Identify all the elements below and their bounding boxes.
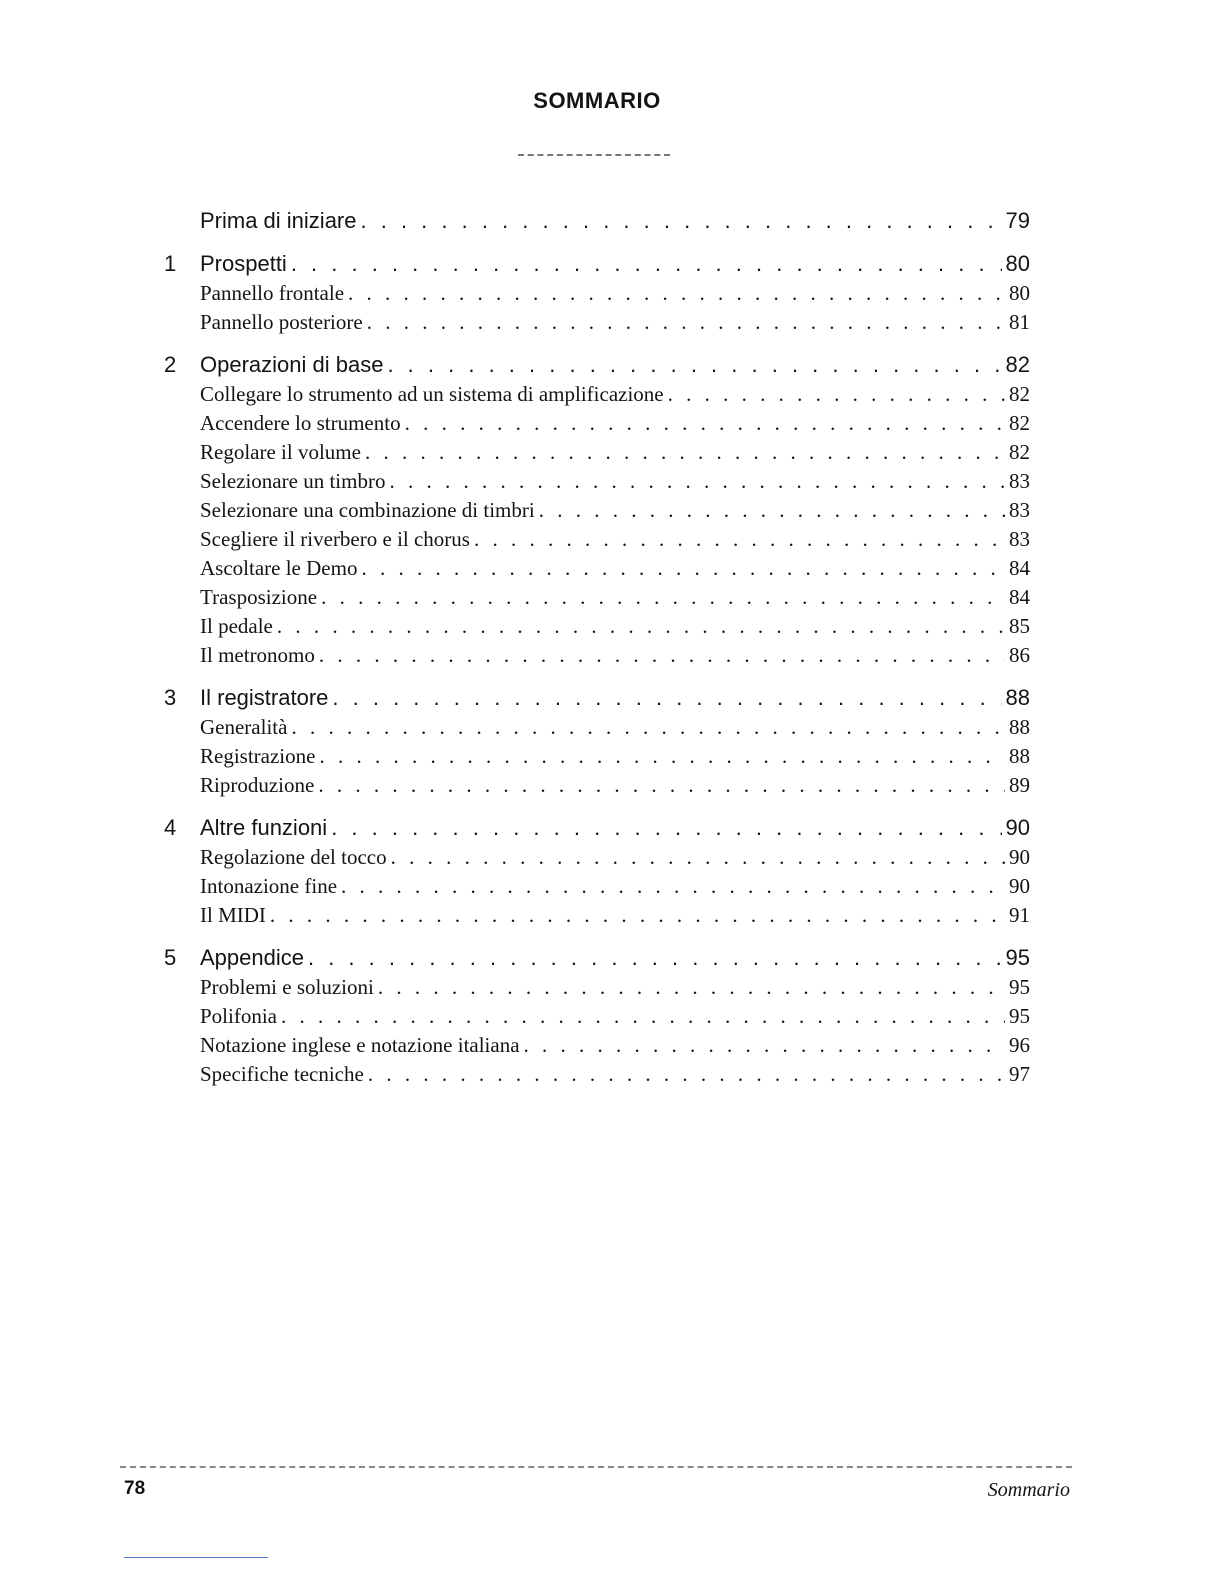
dot-leader: [277, 612, 1005, 641]
dot-leader: [378, 973, 1005, 1002]
toc-section-heading[interactable]: [140, 942, 1030, 973]
section-number: 1: [164, 251, 177, 276]
toc-section: [140, 682, 1030, 800]
section-number: [140, 467, 200, 496]
toc-section: [140, 942, 1030, 1089]
toc-entry[interactable]: [140, 742, 1030, 771]
toc-entry[interactable]: [140, 872, 1030, 901]
table-of-contents: [140, 205, 1030, 1101]
toc-entry[interactable]: [140, 713, 1030, 742]
toc-entry[interactable]: [140, 496, 1030, 525]
entry-page: 82: [1009, 411, 1030, 435]
toc-entry[interactable]: [140, 901, 1030, 930]
entry-label: Operazioni di base: [200, 352, 384, 377]
dot-leader: [387, 349, 1001, 380]
toc-entry[interactable]: [140, 554, 1030, 583]
dot-leader: [365, 438, 1005, 467]
entry-label: Trasposizione: [200, 585, 318, 609]
dot-leader: [321, 583, 1005, 612]
entry-page: 91: [1009, 903, 1030, 927]
toc-section: [140, 248, 1030, 337]
entry-label: Specifiche tecniche: [200, 1062, 364, 1086]
entry-page: 80: [1005, 251, 1030, 276]
section-number: [140, 409, 200, 438]
entry-label: Scegliere il riverbero e il chorus: [200, 527, 470, 551]
toc-entry[interactable]: [140, 308, 1030, 337]
entry-page: 84: [1009, 556, 1030, 580]
section-number: [140, 438, 200, 467]
entry-page: 90: [1009, 874, 1030, 898]
dot-leader: [474, 525, 1005, 554]
entry-label: Prospetti: [200, 251, 287, 276]
entry-page: 83: [1009, 527, 1030, 551]
entry-label: Regolare il volume: [200, 440, 361, 464]
toc-section-heading[interactable]: [140, 248, 1030, 279]
entry-page: 82: [1009, 440, 1030, 464]
toc-section-heading[interactable]: [140, 812, 1030, 843]
entry-label: Collegare lo strumento ad un sistema di amplificazione: [200, 382, 664, 406]
toc-entry[interactable]: [140, 1002, 1030, 1031]
dot-leader: [319, 742, 1005, 771]
entry-label: Il MIDI: [200, 903, 266, 927]
entry-page: 83: [1009, 469, 1030, 493]
toc-entry[interactable]: [140, 771, 1030, 800]
section-number: [140, 205, 200, 236]
entry-page: 85: [1009, 614, 1030, 638]
toc-section: [140, 349, 1030, 670]
dot-leader: [291, 248, 1002, 279]
entry-page: 88: [1009, 744, 1030, 768]
dot-leader: [368, 1060, 1005, 1089]
entry-page: 83: [1009, 498, 1030, 522]
section-number: [140, 380, 200, 409]
toc-entry[interactable]: [140, 1060, 1030, 1089]
section-number: 5: [164, 945, 177, 970]
section-number: [140, 1060, 200, 1089]
section-number: [140, 554, 200, 583]
section-number: [140, 641, 200, 670]
toc-entry[interactable]: [140, 438, 1030, 467]
section-number: [140, 279, 200, 308]
dot-leader: [405, 409, 1005, 438]
dot-leader: [270, 901, 1005, 930]
entry-page: 82: [1009, 382, 1030, 406]
entry-label: Selezionare un timbro: [200, 469, 386, 493]
title-divider: [518, 154, 670, 156]
section-number: [140, 308, 200, 337]
footer-section-title: Sommario: [987, 1479, 1070, 1501]
page-title: SOMMARIO: [533, 88, 661, 113]
footer-divider: [120, 1466, 1072, 1468]
entry-label: Notazione inglese e notazione italiana: [200, 1033, 520, 1057]
dot-leader: [367, 308, 1005, 337]
dot-leader: [361, 554, 1005, 583]
toc-entry[interactable]: [140, 380, 1030, 409]
entry-page: 81: [1009, 310, 1030, 334]
toc-entry[interactable]: [140, 205, 1030, 236]
toc-entry[interactable]: [140, 1031, 1030, 1060]
dot-leader: [348, 279, 1005, 308]
toc-sections: [140, 248, 1030, 1089]
section-number: [140, 496, 200, 525]
section-number: 2: [164, 352, 177, 377]
entry-label: Pannello frontale: [200, 281, 345, 305]
entry-page: 95: [1009, 1004, 1030, 1028]
section-number: [140, 872, 200, 901]
dot-leader: [391, 843, 1005, 872]
entry-label: Il pedale: [200, 614, 273, 638]
dot-leader: [539, 496, 1005, 525]
toc-entry[interactable]: [140, 973, 1030, 1002]
toc-entry[interactable]: [140, 843, 1030, 872]
footer-page-number: 78: [124, 1478, 146, 1499]
toc-entry[interactable]: [140, 525, 1030, 554]
toc-entry[interactable]: [140, 583, 1030, 612]
section-number: [140, 973, 200, 1002]
entry-label: Problemi e soluzioni: [200, 975, 374, 999]
entry-label: Regolazione del tocco: [200, 845, 387, 869]
toc-section-heading[interactable]: [140, 682, 1030, 713]
entry-page: 84: [1009, 585, 1030, 609]
dot-leader: [331, 812, 1001, 843]
dot-leader: [524, 1031, 1005, 1060]
section-number: [140, 771, 200, 800]
dot-leader: [668, 380, 1005, 409]
entry-label: Altre funzioni: [200, 815, 328, 840]
section-number: [140, 742, 200, 771]
entry-label: Pannello posteriore: [200, 310, 363, 334]
toc-section-heading[interactable]: [140, 349, 1030, 380]
section-number: [140, 713, 200, 742]
entry-label: Appendice: [200, 945, 304, 970]
dot-leader: [389, 467, 1005, 496]
toc-entry[interactable]: [140, 612, 1030, 641]
entry-page: 89: [1009, 773, 1030, 797]
toc-entry[interactable]: [140, 467, 1030, 496]
dot-leader: [341, 872, 1005, 901]
entry-page: 95: [1005, 945, 1030, 970]
entry-page: 88: [1005, 685, 1030, 710]
dot-leader: [318, 771, 1005, 800]
dot-leader: [332, 682, 1001, 713]
entry-label: Registrazione: [200, 744, 316, 768]
section-number: [140, 901, 200, 930]
dot-leader: [281, 1002, 1005, 1031]
dot-leader: [361, 205, 1002, 236]
toc-entry[interactable]: [140, 641, 1030, 670]
entry-page: 95: [1009, 975, 1030, 999]
entry-page: 90: [1009, 845, 1030, 869]
dot-leader: [291, 713, 1005, 742]
section-number: [140, 525, 200, 554]
entry-page: 82: [1005, 352, 1030, 377]
section-number: 3: [164, 685, 177, 710]
toc-section: [140, 812, 1030, 930]
entry-label: Prima di iniziare: [200, 208, 357, 233]
entry-label: Ascoltare le Demo: [200, 556, 358, 580]
section-number: 4: [164, 815, 177, 840]
entry-page: 97: [1009, 1062, 1030, 1086]
toc-intro: [140, 205, 1030, 236]
entry-label: Il registratore: [200, 685, 329, 710]
section-number: [140, 1031, 200, 1060]
section-number: [140, 843, 200, 872]
entry-label: Riproduzione: [200, 773, 315, 797]
entry-label: Generalità: [200, 715, 288, 739]
dot-leader: [319, 641, 1005, 670]
entry-page: 96: [1009, 1033, 1030, 1057]
dot-leader: [308, 942, 1002, 973]
entry-label: Il metronomo: [200, 643, 315, 667]
entry-page: 79: [1005, 208, 1030, 233]
entry-page: 80: [1009, 281, 1030, 305]
entry-page: 90: [1005, 815, 1030, 840]
section-number: [140, 1002, 200, 1031]
bottom-rule: [124, 1557, 268, 1558]
entry-label: Intonazione fine: [200, 874, 338, 898]
toc-entry[interactable]: [140, 409, 1030, 438]
section-number: [140, 583, 200, 612]
entry-label: Accendere lo strumento: [200, 411, 401, 435]
entry-label: Polifonia: [200, 1004, 277, 1028]
entry-label: Selezionare una combinazione di timbri: [200, 498, 535, 522]
toc-entry[interactable]: [140, 279, 1030, 308]
entry-page: 86: [1009, 643, 1030, 667]
section-number: [140, 612, 200, 641]
entry-page: 88: [1009, 715, 1030, 739]
